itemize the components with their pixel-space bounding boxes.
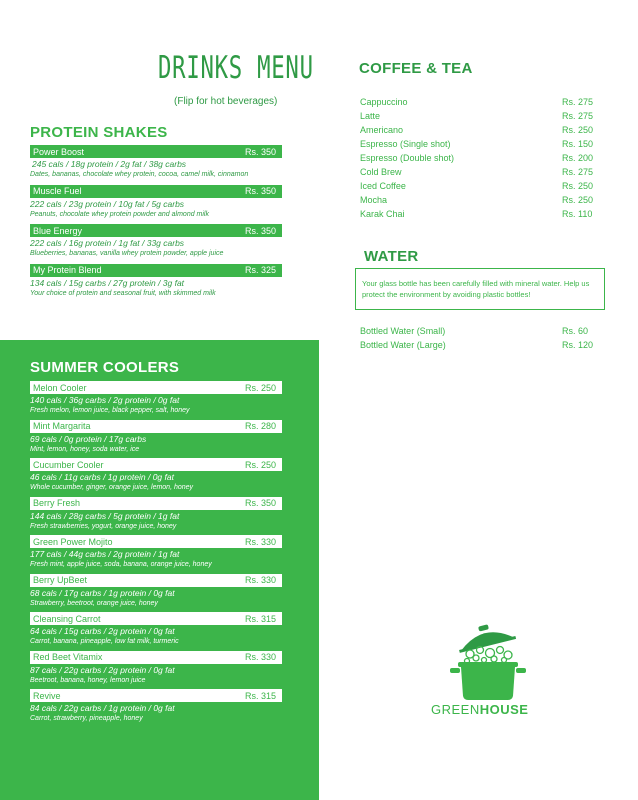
item-price: Rs. 250 (244, 459, 276, 470)
item-nutrition: 68 cals / 17g carbs / 1g protein / 0g fat (30, 587, 175, 598)
item-price: Rs. 250 (244, 382, 276, 393)
menu-item (30, 381, 282, 415)
item-bar (30, 612, 282, 625)
item-name: Espresso (Double shot) (360, 153, 455, 163)
menu-item (30, 145, 282, 179)
price-row (360, 338, 600, 352)
item-name: Green Power Mojito (33, 536, 113, 547)
protein-shakes-heading: PROTEIN SHAKES (30, 124, 168, 141)
menu-title: DRINKS MENU (158, 50, 314, 86)
price-row (360, 137, 600, 151)
item-price: Rs. 350 (244, 225, 276, 236)
brand-part-house: HOUSE (479, 702, 529, 717)
menu-item (30, 185, 282, 219)
item-name: Cold Brew (360, 167, 402, 177)
item-price: Rs. 350 (244, 186, 276, 196)
item-nutrition: 134 cals / 15g carbs / 27g protein / 3g fat (30, 277, 185, 288)
item-description: Peanuts, chocolate whey protein powder and almond milk (30, 210, 209, 218)
item-price: Rs. 315 (244, 690, 276, 701)
coffee-tea-list (360, 95, 600, 221)
item-name: Iced Coffee (360, 181, 406, 191)
item-name: Cucumber Cooler (33, 459, 104, 470)
item-bar (30, 458, 282, 471)
item-name: Espresso (Single shot) (360, 139, 451, 149)
summer-coolers-heading: SUMMER COOLERS (30, 359, 180, 376)
item-price: Rs. 280 (244, 421, 276, 431)
item-description: Mint, lemon, honey, soda water, ice (30, 445, 140, 453)
menu-item (30, 651, 282, 685)
item-description: Fresh strawberries, yogurt, orange juice, honey (30, 522, 177, 530)
item-description: Blueberries, bananas, vanilla whey protein powder, apple juice (30, 250, 224, 257)
item-name: Latte (360, 111, 381, 121)
item-description: Strawberry, beetroot, orange juice, honey (30, 599, 158, 607)
item-name: Blue Energy (33, 225, 83, 236)
item-name: Melon Cooler (33, 382, 87, 393)
price-row (360, 207, 600, 221)
item-bar (30, 224, 282, 237)
item-name: Americano (360, 125, 404, 135)
item-name: Red Beet Vitamix (33, 652, 103, 662)
price-row (360, 95, 600, 109)
item-name: Revive (33, 690, 61, 701)
item-price: Rs. 350 (244, 498, 276, 508)
item-nutrition: 245 cals / 18g protein / 2g fat / 38g carbs (32, 159, 187, 169)
menu-item (30, 224, 282, 258)
protein-shakes-list (30, 145, 282, 303)
item-description: Your choice of protein and seasonal fruit, with skimmed milk (30, 289, 216, 297)
item-price: Rs. 250 (562, 195, 594, 205)
item-price: Rs. 350 (244, 146, 276, 157)
coffee-tea-heading: COFFEE & TEA (359, 60, 473, 77)
item-name: Bottled Water (Small) (360, 326, 446, 336)
item-description: Fresh melon, lemon juice, black pepper, salt, honey (30, 407, 190, 414)
item-description: Whole cucumber, ginger, orange juice, lemon, honey (30, 484, 194, 491)
item-bar (30, 185, 282, 198)
water-list (360, 324, 600, 352)
item-name: My Protein Blend (33, 265, 102, 275)
item-price: Rs. 330 (244, 652, 276, 662)
menu-item (30, 497, 282, 531)
item-description: Beetroot, banana, honey, lemon juice (30, 676, 146, 684)
item-name: Berry Fresh (33, 498, 81, 508)
item-name: Muscle Fuel (33, 186, 82, 196)
item-nutrition: 64 cals / 15g carbs / 2g protein / 0g fat (30, 626, 175, 636)
item-bar (30, 535, 282, 548)
item-price: Rs. 250 (562, 125, 594, 135)
item-nutrition: 46 cals / 11g carbs / 1g protein / 0g fat (30, 472, 174, 482)
price-row (360, 109, 600, 123)
item-price: Rs. 275 (562, 167, 594, 177)
water-note: Your glass bottle has been carefully filled with mineral water. Help us protect the environment by avoiding plastic bottles! (355, 268, 605, 310)
item-nutrition: 177 cals / 44g carbs / 2g protein / 1g fat (30, 549, 180, 559)
flip-note: (Flip for hot beverages) (174, 96, 278, 107)
item-name: Berry UpBeet (33, 575, 88, 585)
water-heading: WATER (364, 248, 419, 265)
item-description: Dates, bananas, chocolate whey protein, cocoa, camel milk, cinnamon (30, 171, 249, 178)
item-bar (30, 381, 282, 394)
item-price: Rs. 150 (562, 139, 594, 149)
item-nutrition: 87 cals / 22g carbs / 2g protein / 0g fat (30, 664, 175, 675)
item-bar (30, 574, 282, 587)
price-row (360, 193, 600, 207)
item-price: Rs. 330 (244, 536, 276, 547)
item-price: Rs. 60 (562, 326, 589, 336)
brand-name (431, 702, 528, 717)
item-bar (30, 497, 282, 510)
item-bar (30, 420, 282, 433)
item-name: Karak Chai (360, 209, 405, 219)
item-price: Rs. 315 (244, 613, 276, 624)
item-price: Rs. 250 (562, 181, 594, 191)
item-price: Rs. 120 (562, 340, 594, 350)
item-bar (30, 689, 282, 702)
item-name: Cappuccino (360, 97, 408, 107)
menu-item (30, 574, 282, 608)
brand-part-green: GREEN (431, 702, 480, 717)
item-price: Rs. 325 (244, 265, 276, 275)
item-price: Rs. 330 (244, 575, 276, 585)
item-bar (30, 145, 282, 158)
item-name: Bottled Water (Large) (360, 340, 446, 350)
item-price: Rs. 110 (562, 209, 593, 219)
item-nutrition: 140 cals / 36g carbs / 2g protein / 0g fat (30, 395, 180, 405)
price-row (360, 123, 600, 137)
item-nutrition: 222 cals / 16g protein / 1g fat / 33g carbs (30, 238, 185, 248)
menu-item (30, 689, 282, 723)
item-bar (30, 651, 282, 664)
price-row (360, 179, 600, 193)
item-price: Rs. 275 (562, 111, 594, 121)
item-nutrition: 144 cals / 28g carbs / 5g protein / 1g fat (30, 510, 180, 521)
item-nutrition: 222 cals / 23g protein / 10g fat / 5g carbs (30, 198, 185, 209)
price-row (360, 151, 600, 165)
item-name: Mint Margarita (33, 421, 91, 431)
item-price: Rs. 200 (562, 153, 594, 163)
price-row (360, 324, 600, 338)
item-nutrition: 84 cals / 22g carbs / 1g protein / 0g fat (30, 703, 175, 713)
item-name: Mocha (360, 195, 388, 205)
item-description: Fresh mint, apple juice, soda, banana, orange juice, honey (30, 561, 212, 568)
item-description: Carrot, banana, pineapple, low fat milk, turmeric (30, 638, 179, 645)
item-price: Rs. 275 (562, 97, 594, 107)
item-nutrition: 69 cals / 0g protein / 17g carbs (30, 433, 147, 444)
menu-item (30, 420, 282, 454)
menu-item (30, 535, 282, 569)
item-description: Carrot, strawberry, pineapple, honey (30, 715, 143, 722)
item-bar (30, 264, 282, 277)
item-name: Cleansing Carrot (33, 613, 101, 624)
summer-coolers-list (30, 381, 282, 728)
price-row (360, 165, 600, 179)
item-name: Power Boost (33, 146, 85, 157)
menu-item (30, 458, 282, 492)
menu-item (30, 264, 282, 298)
menu-item (30, 612, 282, 646)
